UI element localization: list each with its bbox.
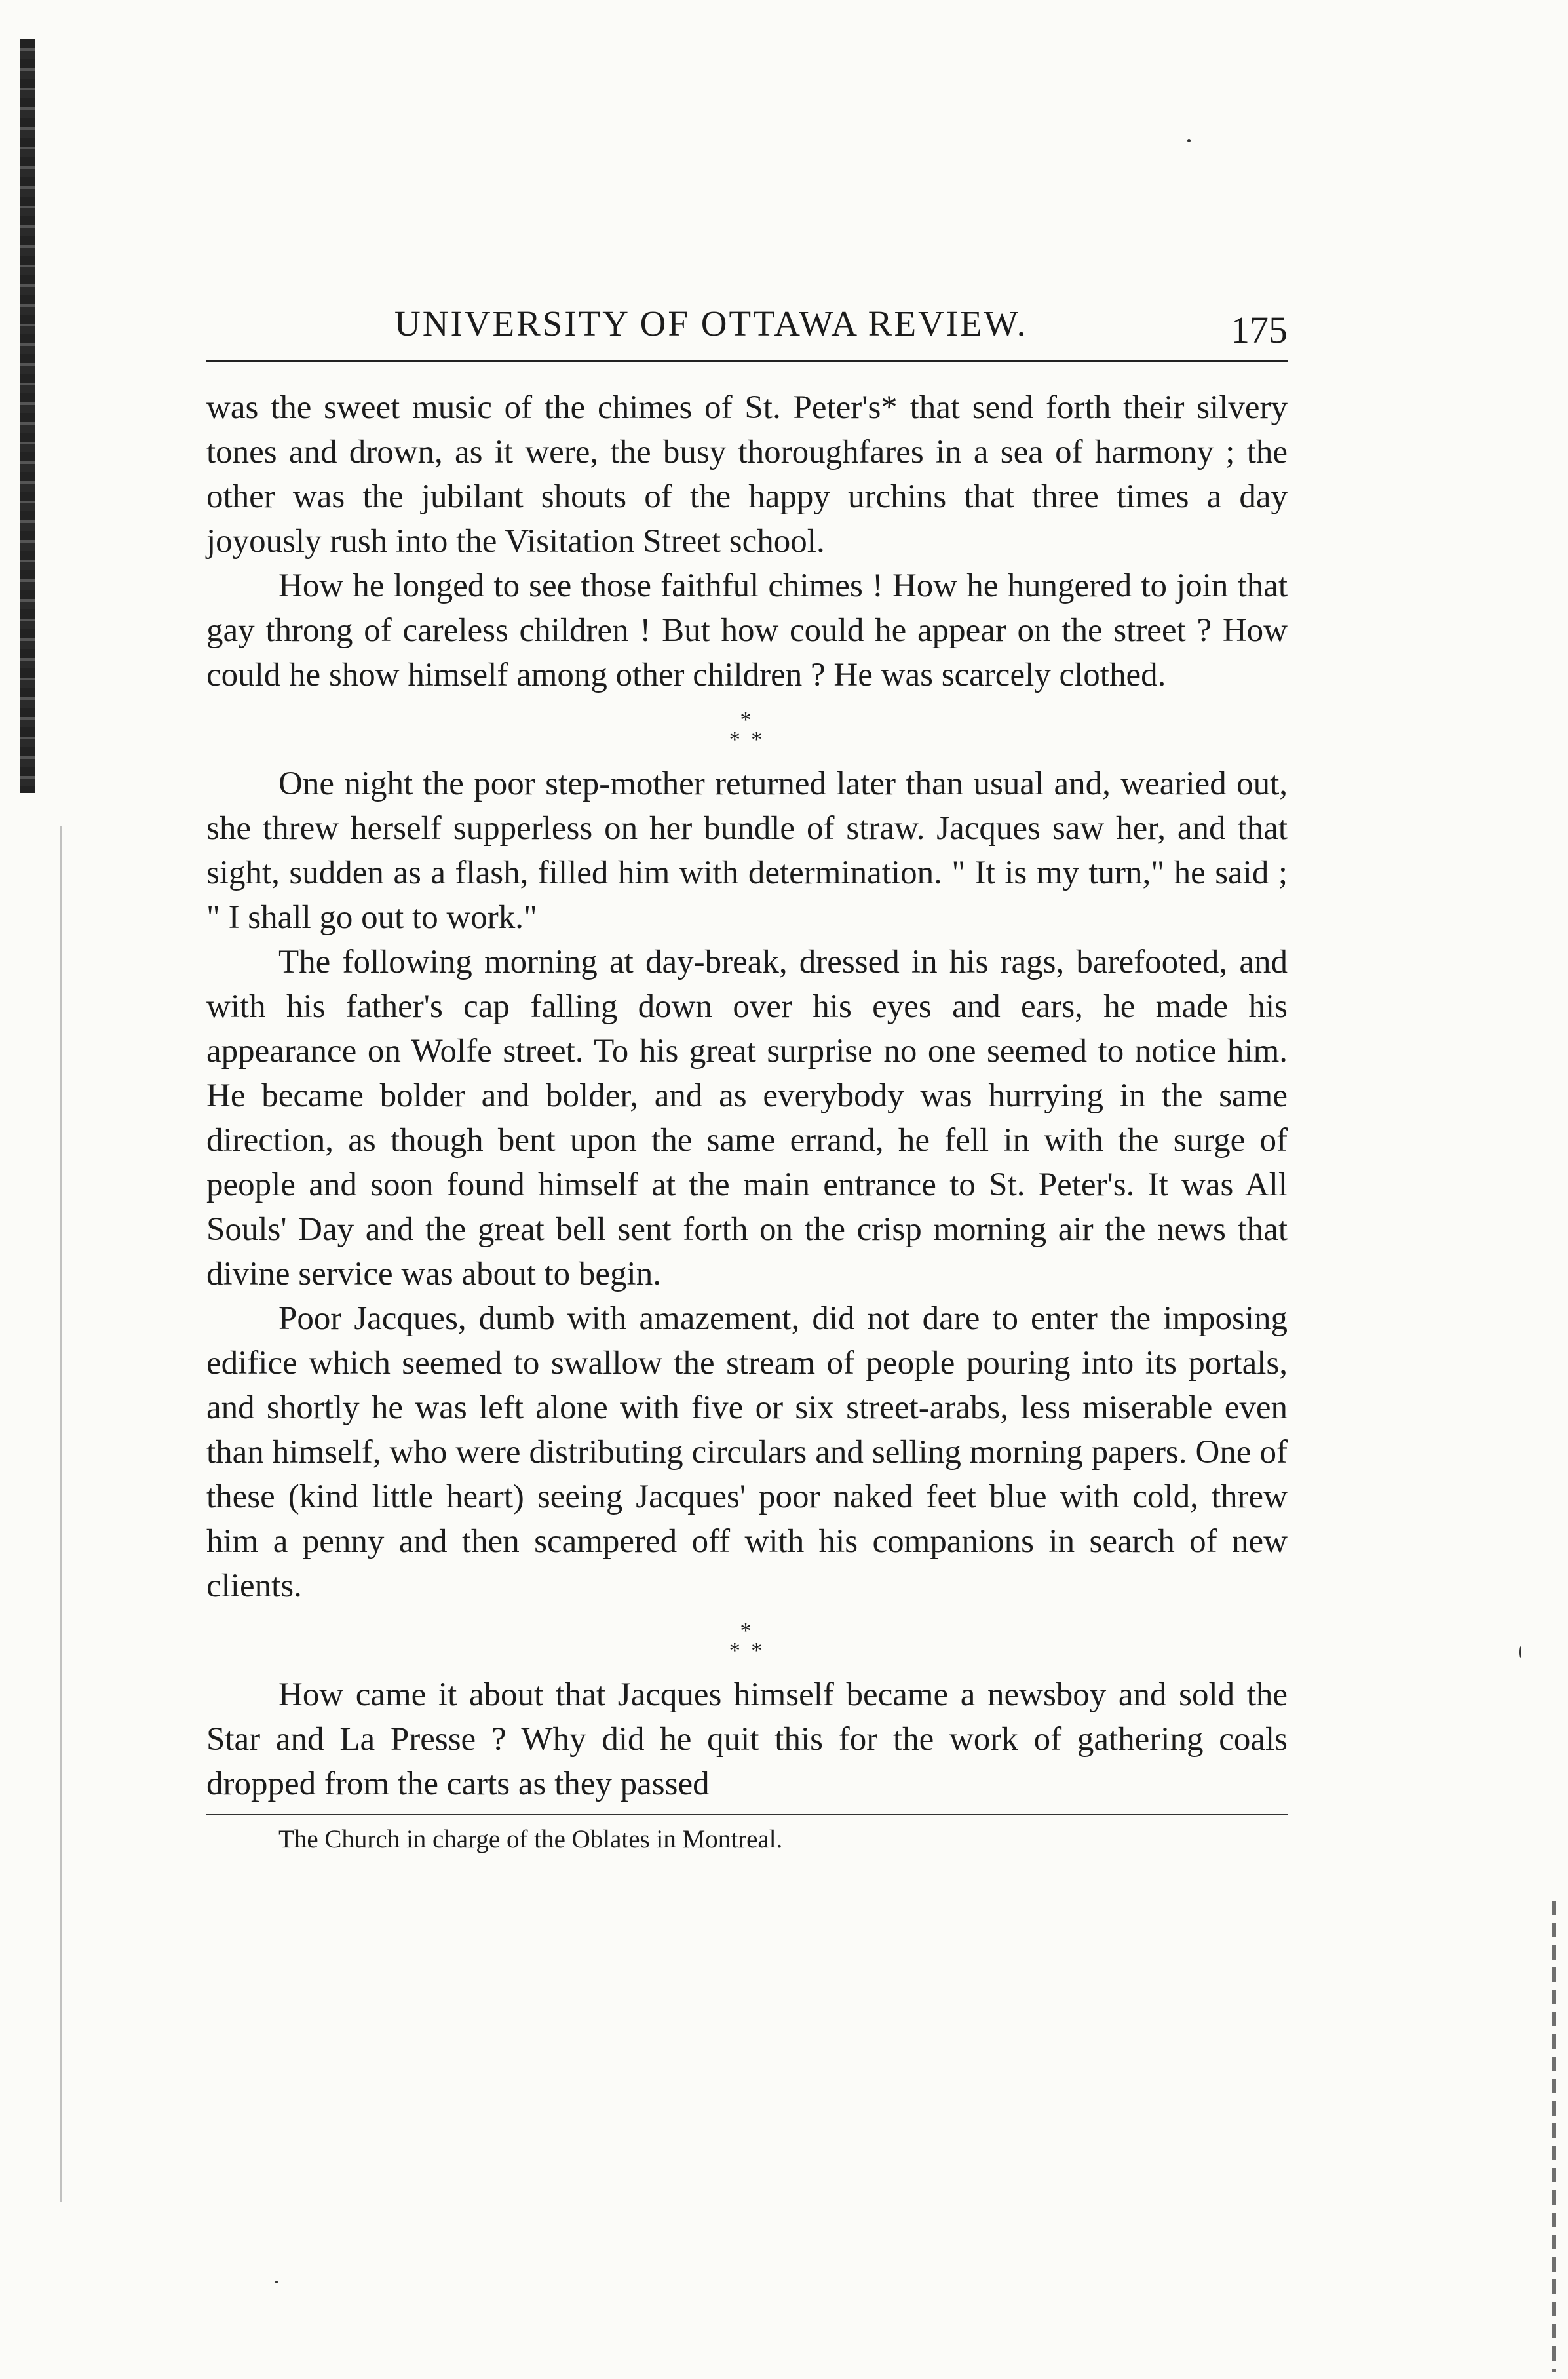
book-page	[206, 288, 1288, 1854]
paragraph: How he longed to see those faithful chimes ! How he hungered to join that gay throng of careless children ! But how could he appear on the street ? How could he show himself among other children ? He was scarcely clothed.	[206, 568, 1288, 693]
scan-margin-line	[60, 826, 62, 2202]
paragraph: was the sweet music of the chimes of St. Peter's* that send forth their silvery tones and drown, as it were, the busy thoroughfares in a sea of harmony ; the other was the jubilant shouts of the happy urchins that three times a day joyously rush into the Visitation Street school.	[206, 389, 1288, 560]
scan-speck	[275, 2281, 278, 2283]
page-number: 175	[1231, 309, 1288, 351]
footnote-rule	[206, 1814, 1288, 1815]
footnote: The Church in charge of the Oblates in Montreal.	[278, 1825, 783, 1853]
paragraph: How came it about that Jacques himself became a newsboy and sold the Star and La Presse ? Why did he quit this for the work of gathering coals dropped from the carts as they passed	[206, 1676, 1288, 1802]
paragraph: One night the poor step-mother returned later than usual and, wearied out, she threw herself supperless on her bundle of straw. Jacques saw her, and that sight, sudden as a flash, filled him with determination. " It is my turn," he said ; " I shall go out to work."	[206, 765, 1288, 936]
scan-speck	[1519, 1646, 1521, 1658]
scan-right-edge	[1552, 1901, 1556, 2372]
running-head	[206, 288, 1288, 360]
article-body	[206, 385, 1288, 1806]
paragraph: The following morning at day-break, dressed in his rags, barefooted, and with his father's cap falling down over his eyes and ears, he made his appearance on Wolfe street. To his great surprise no one seemed to notice him. He became bolder and bolder, and as everybody was hurrying in the same direction, as though bent upon the same errand, he fell in with the surge of people and soon found himself at the main entrance to St. Peter's. It was All Souls' Day and the great bell sent forth on the crisp morning air the news that divine service was about to begin.	[206, 944, 1288, 1292]
scan-binding-edge	[20, 39, 35, 793]
scan-speck	[1187, 139, 1191, 142]
paragraph: Poor Jacques, dumb with amazement, did not dare to enter the imposing edifice which seemed to swallow the stream of people pouring into its portals, and shortly he was left alone with five or six street-arabs, less miserable even than himself, who were distributing circulars and selling morning papers. One of these (kind little heart) seeing Jacques' poor naked feet blue with cold, threw him a penny and then scampered off with his companions in search of new clients.	[206, 1300, 1288, 1604]
asterism-divider: * * *	[729, 1619, 765, 1663]
header-rule	[206, 360, 1288, 362]
journal-title: UNIVERSITY OF OTTAWA REVIEW.	[394, 303, 1028, 343]
asterism-divider: * * *	[729, 708, 765, 752]
